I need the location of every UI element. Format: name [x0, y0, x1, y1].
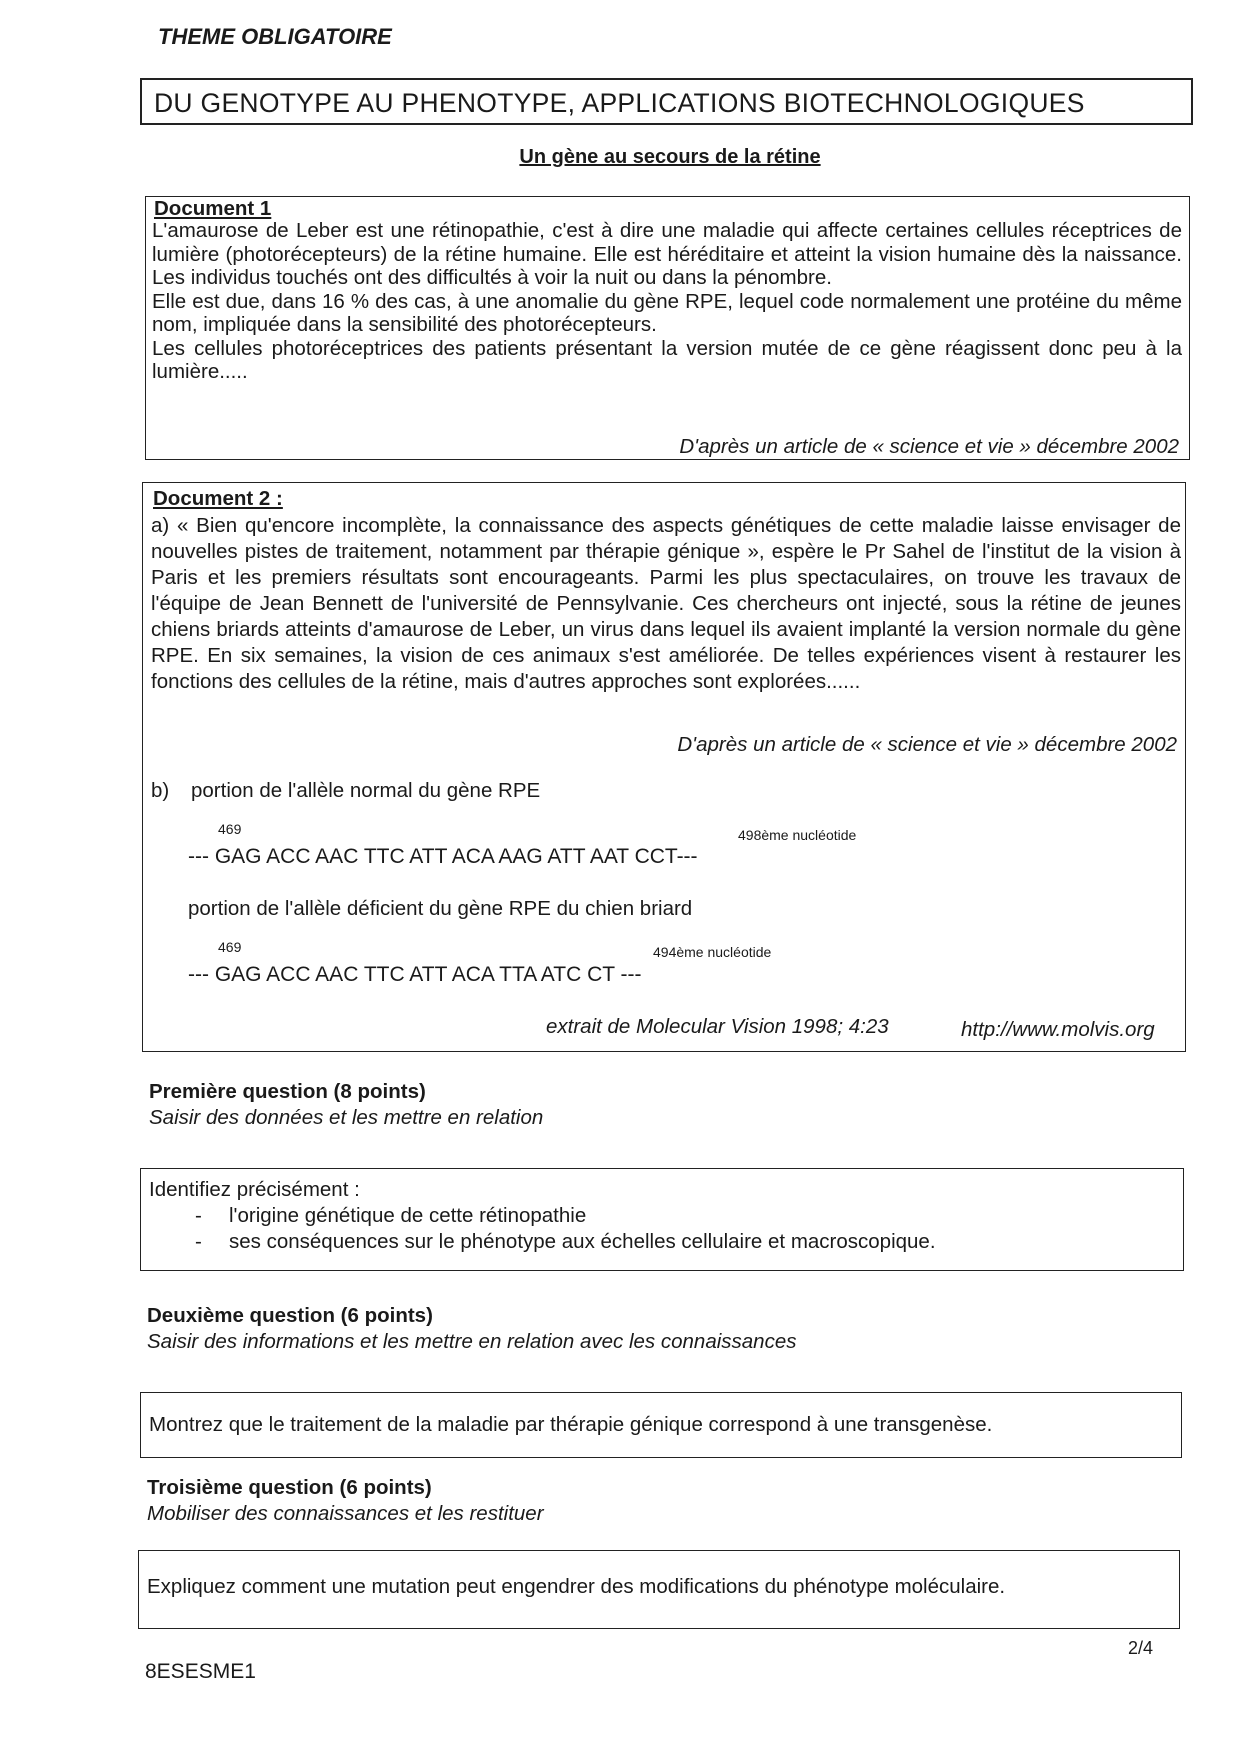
document-1 — [145, 196, 1190, 460]
q1-skill: Saisir des données et les mettre en relation — [149, 1106, 544, 1129]
q3-skill: Mobiliser des connaissances et les restituer — [147, 1502, 544, 1525]
doc1-p3: Les cellules photoréceptrices des patients présentant la version mutée de ce gène réagissent donc peu à la lumière..... — [152, 336, 1182, 383]
main-title: DU GENOTYPE AU PHENOTYPE, APPLICATIONS BIOTECHNOLOGIQUES — [154, 88, 1085, 118]
q2-box — [140, 1392, 1182, 1458]
doc1-source: D'après un article de « science et vie » décembre 2002 — [679, 435, 1179, 458]
deficient-allele-title: portion de l'allèle déficient du gène RPE du chien briard — [188, 897, 693, 920]
subtitle: Un gène au secours de la rétine — [519, 146, 821, 168]
page-number: 2/4 — [1128, 1638, 1154, 1658]
q2-text: Montrez que le traitement de la maladie par thérapie génique correspond à une transgenèse. — [149, 1413, 993, 1436]
theme-label: THEME OBLIGATOIRE — [158, 24, 392, 49]
q1-item: - l'origine génétique de cette rétinopathie — [229, 1203, 936, 1229]
q3-heading: Troisième question (6 points) — [147, 1476, 432, 1499]
q2-skill: Saisir des informations et les mettre en relation avec les connaissances — [147, 1330, 797, 1353]
q2-heading: Deuxième question (6 points) — [147, 1304, 433, 1327]
title-box — [140, 78, 1193, 125]
doc2-b-source: extrait de Molecular Vision 1998; 4:23 — [546, 1015, 889, 1038]
doc2-part-a: a) « Bien qu'encore incomplète, la connaissance des aspects génétiques de cette maladie laisse envisager de nouvelles pistes de traitement, notamment par thérapie génique », espère le Pr Sahel de l'institut de la vision à Paris et les premiers résultats sont encourageants. Parmi les plus spectaculaires, on trouve les travaux de l'équipe de Jean Bennett de l'université de Pennsylvanie. Ces chercheurs ont injecté, sous la rétine de jeunes chiens briards atteints d'amaurose de Leber, un virus dans lequel ils avaient implanté la version normale du gène RPE. En six semaines, la vision de ces animaux s'est améliorée. De telles expériences visent à restaurer les fonctions des cellules de la rétine, mais d'autres approches sont explorées...... — [151, 514, 1181, 693]
doc1-text — [152, 219, 1182, 384]
q3-text: Expliquez comment une mutation peut engendrer des modifications du phénotype moléculaire. — [147, 1575, 1006, 1598]
doc1-heading: Document 1 — [154, 197, 272, 220]
doc2-a-source: D'après un article de « science et vie » décembre 2002 — [677, 733, 1177, 756]
normal-allele-title: portion de l'allèle normal du gène RPE — [191, 779, 541, 802]
doc2-heading: Document 2 : — [153, 487, 283, 510]
q1-box — [140, 1168, 1184, 1271]
q1-intro: Identifiez précisément : — [149, 1178, 360, 1201]
normal-sequence: --- GAG ACC AAC TTC ATT ACA AAG ATT AAT CCT--- — [188, 845, 698, 868]
exam-code: 8ESESME1 — [145, 1660, 256, 1683]
deficient-sequence: --- GAG ACC AAC TTC ATT ACA TTA ATC CT --- — [188, 963, 642, 986]
normal-start: 469 — [218, 821, 242, 837]
q1-heading: Première question (8 points) — [149, 1080, 426, 1103]
doc2-b-url: http://www.molvis.org — [961, 1018, 1155, 1041]
doc1-p1: L'amaurose de Leber est une rétinopathie, c'est à dire une maladie qui affecte certaines cellules réceptrices de lumière (photorécepteurs) de la rétine humaine. Elle est héréditaire et atteint la vision humaine dès la naissance. Les individus touchés ont des difficultés à voir la nuit ou dans la pénombre. — [152, 219, 1182, 289]
document-2 — [142, 482, 1186, 1052]
normal-end: 498ème nucléotide — [738, 827, 857, 843]
deficient-end: 494ème nucléotide — [653, 944, 772, 960]
doc2-b-label: b) — [151, 779, 170, 802]
doc1-p2: Elle est due, dans 16 % des cas, à une anomalie du gène RPE, lequel code normalement une protéine du même nom, impliquée dans la sensibilité des photorécepteurs. — [152, 289, 1182, 336]
q1-item: - ses conséquences sur le phénotype aux échelles cellulaire et macroscopique. — [229, 1229, 936, 1255]
deficient-start: 469 — [218, 939, 242, 955]
q3-box — [138, 1550, 1180, 1629]
